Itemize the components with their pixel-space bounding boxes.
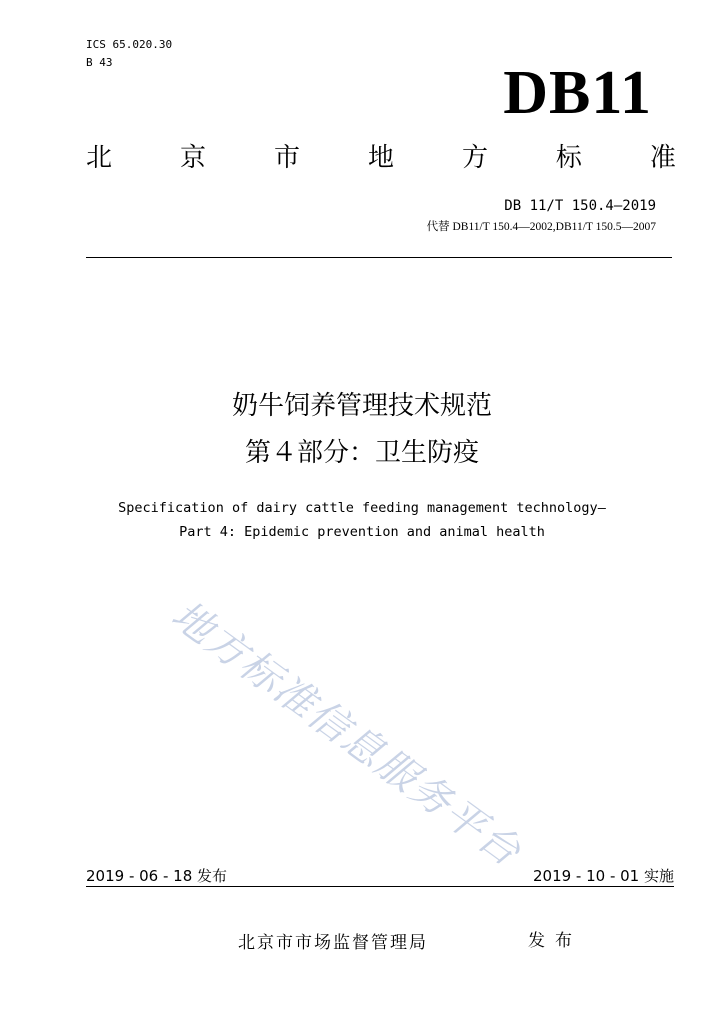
title-chinese-line2: 第４部分：卫生防疫	[244, 438, 479, 468]
standard-type-char: 准	[649, 143, 676, 173]
issue-date: 2019 - 06 - 18 发布	[86, 867, 228, 885]
standard-type-char: 方	[461, 143, 488, 173]
bottom-divider	[86, 886, 674, 887]
standard-type-char: 北	[86, 143, 113, 173]
implementation-date: 2019 - 10 - 01 实施	[532, 867, 674, 885]
title-english-line2: Part 4: Epidemic prevention and animal health	[179, 524, 545, 540]
standard-type	[86, 140, 676, 176]
ccs-code: B 43	[86, 56, 113, 69]
standard-type-char: 京	[179, 143, 206, 173]
replaces-note: 代替 DB11/T 150.4—2002,DB11/T 150.5—2007	[426, 221, 656, 233]
issue-label: 发布	[528, 931, 582, 951]
title-english-line1: Specification of dairy cattle feeding management technology—	[118, 500, 606, 516]
standard-number: DB 11/T 150.4—2019	[504, 198, 656, 214]
ics-code: ICS 65.020.30	[86, 38, 173, 51]
standard-code-logo: DB11	[503, 59, 652, 127]
top-divider	[86, 257, 672, 258]
title-chinese-line1: 奶牛饲养管理技术规范	[231, 391, 492, 421]
watermark: 地方标准信息服务平台	[162, 592, 530, 877]
standard-type-char: 地	[367, 143, 394, 173]
issuing-authority: 北京市市场监督管理局	[238, 933, 428, 953]
standard-type-char: 市	[273, 143, 300, 173]
standard-type-char: 标	[555, 143, 582, 173]
